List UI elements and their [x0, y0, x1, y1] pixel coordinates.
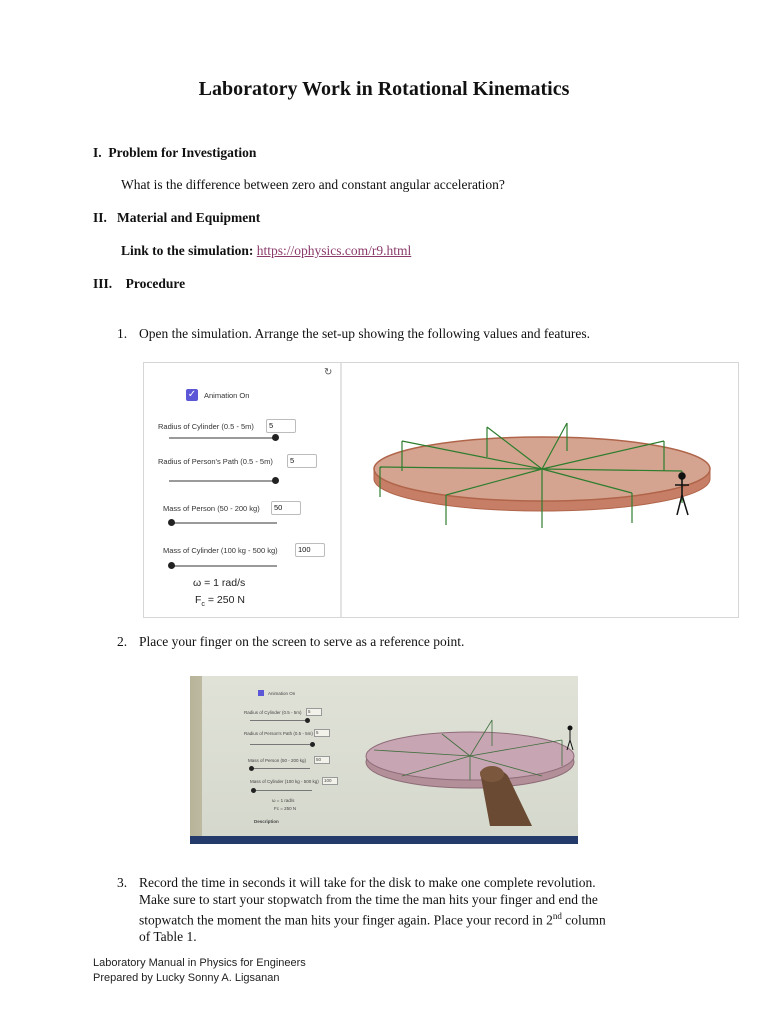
step-2-text: Place your finger on the screen to serve as a reference point. [139, 634, 465, 649]
fc-subscript: c [201, 601, 205, 609]
mass-cylinder-input[interactable]: 100 [295, 543, 325, 557]
photo-mass-cylinder-input [322, 777, 338, 785]
step-3-line-4: of Table 1. [139, 929, 197, 944]
photo-radius-path-value: 5 [316, 730, 319, 735]
photo-radius-path-slider [250, 744, 310, 745]
photo-mass-cylinder-handle [251, 788, 256, 793]
step-3 [117, 875, 606, 946]
section-3-number: III. [93, 276, 113, 291]
fc-symbol: F [195, 594, 202, 606]
step-2-number: 2. [117, 634, 128, 649]
photo-mass-cylinder-value: 100 [324, 778, 332, 783]
mass-cylinder-label: Mass of Cylinder (100 kg - 500 kg) [163, 546, 278, 555]
omega-readout: ω = 1 rad/s [193, 577, 246, 589]
photo-radius-cylinder-value: 5 [308, 709, 311, 714]
step-3-line-2: Make sure to start your stopwatch from the time the man hits your finger and end the [139, 891, 598, 907]
photo-radius-path-handle [310, 742, 315, 747]
photo-radius-path-input [314, 729, 330, 737]
photo-mass-cylinder-slider [252, 790, 312, 791]
step-3-superscript: nd [552, 911, 562, 921]
photo-platform-graphic [362, 706, 578, 826]
section-1-number: I. [93, 145, 102, 160]
mass-cylinder-slider-handle[interactable] [168, 562, 175, 569]
radius-cylinder-input[interactable]: 5 [266, 419, 296, 433]
step-3-line-3-end: column [561, 912, 606, 928]
photo-screen [202, 676, 578, 836]
mass-person-input[interactable]: 50 [271, 501, 301, 515]
section-3-heading [93, 276, 185, 292]
refresh-icon[interactable]: ↻ [324, 367, 333, 378]
simulation-link-row [121, 243, 411, 259]
animation-checkbox[interactable]: ✓ [187, 389, 197, 400]
reference-point-photo [190, 676, 578, 844]
page-title: Laboratory Work in Rotational Kinematics [198, 78, 570, 100]
step-3-line-3-start: stopwatch the moment the man hits your finger again. Place your record in 2 [139, 912, 553, 928]
radius-path-input[interactable]: 5 [287, 454, 317, 468]
simulation-link[interactable]: https://ophysics.com/r9.html [256, 243, 412, 258]
step-3-line-3 [117, 908, 606, 929]
rotating-platform-graphic [342, 363, 738, 617]
step-1-number: 1. [117, 326, 128, 341]
photo-animation-label: Animation On [268, 691, 296, 696]
section-2-heading [93, 210, 260, 226]
photo-mass-person-slider [250, 768, 310, 769]
step-2 [117, 634, 464, 650]
radius-cylinder-slider-track[interactable] [169, 437, 277, 439]
fc-value: = 250 N [204, 594, 245, 606]
photo-radius-path-label: Radius of Person's Path (0.5 - 5m) [244, 731, 313, 736]
photo-radius-cylinder-input [306, 708, 322, 716]
photo-radius-cylinder-slider [250, 720, 308, 721]
radius-cylinder-slider-handle[interactable] [272, 434, 279, 441]
section-2-title: Material and Equipment [117, 210, 261, 225]
photo-mass-person-handle [249, 766, 254, 771]
photo-radius-cylinder-handle [305, 718, 310, 723]
mass-person-slider-handle[interactable] [168, 519, 175, 526]
animation-label: Animation On [204, 391, 250, 400]
simulation-control-panel [144, 363, 342, 617]
photo-description-heading: Description [254, 819, 279, 824]
problem-question: What is the difference between zero and constant angular acceleration? [121, 177, 505, 192]
fingertip [480, 766, 504, 782]
photo-taskbar [190, 836, 578, 844]
simulation-link-label: Link to the simulation: [121, 243, 254, 258]
mass-person-slider-track[interactable] [169, 522, 277, 524]
mass-person-label: Mass of Person (50 - 200 kg) [163, 504, 260, 513]
photo-checkbox [258, 690, 264, 696]
centripetal-force-readout [195, 594, 245, 608]
simulation-screenshot [143, 362, 739, 618]
photo-mass-person-input [314, 756, 330, 764]
photo-mass-cylinder-label: Mass of Cylinder (100 kg - 500 kg) [250, 779, 319, 784]
photo-mass-person-label: Mass of Person (50 - 200 kg) [248, 758, 307, 763]
step-3-line-1: Record the time in seconds it will take for the disk to make one complete revolution. [139, 875, 596, 890]
radius-path-slider-track[interactable] [169, 480, 277, 482]
step-1-text: Open the simulation. Arrange the set-up showing the following values and features. [139, 326, 591, 341]
section-1-heading [93, 145, 256, 161]
section-1-title: Problem for Investigation [108, 145, 257, 160]
step-3-number: 3. [117, 875, 128, 890]
radius-cylinder-label: Radius of Cylinder (0.5 - 5m) [158, 422, 254, 431]
photo-omega-readout: ω = 1 rad/s [272, 798, 295, 803]
section-2-number: II. [93, 210, 107, 225]
footer-manual-title: Laboratory Manual in Physics for Engineers [93, 957, 306, 969]
photo-mass-person-value: 50 [316, 757, 322, 762]
mass-cylinder-slider-track[interactable] [169, 565, 277, 567]
photo-radius-cylinder-label: Radius of Cylinder (0.5 - 5m) [244, 710, 302, 715]
radius-path-label: Radius of Person's Path (0.5 - 5m) [158, 457, 273, 466]
photo-force-readout: Fc = 250 N [274, 806, 297, 811]
footer-author: Prepared by Lucky Sonny A. Ligsanan [93, 972, 280, 984]
photo-person [567, 726, 573, 750]
step-1 [117, 326, 590, 342]
section-3-title: Procedure [125, 276, 186, 291]
radius-path-slider-handle[interactable] [272, 477, 279, 484]
